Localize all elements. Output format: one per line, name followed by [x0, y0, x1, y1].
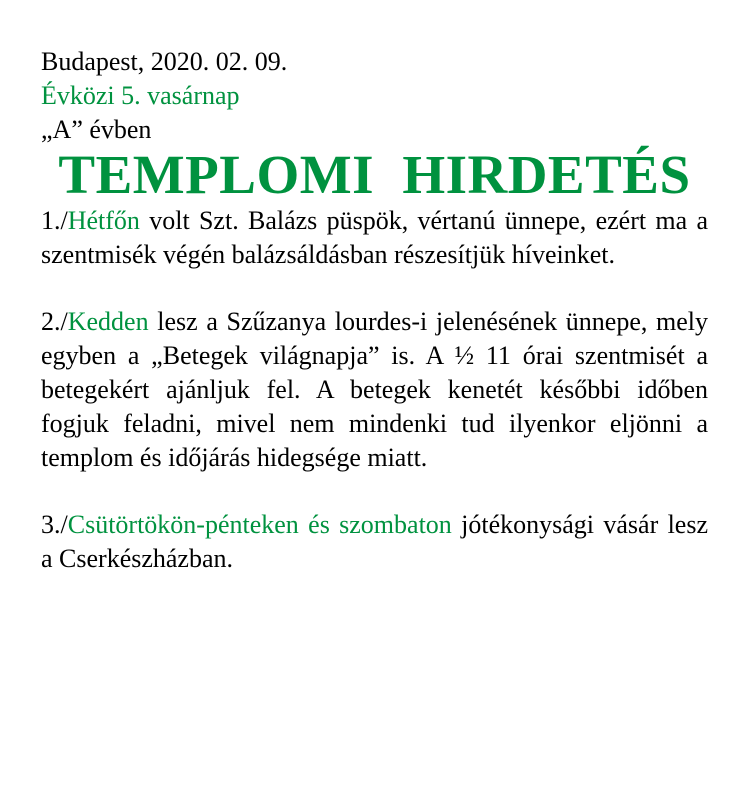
announcement-day: Csütörtökön-pénteken és szombaton — [67, 510, 452, 539]
liturgical-day: Évközi 5. vasárnap — [41, 81, 240, 110]
announcement-text: lesz a Szűzanya lourdes-i jelenésének ünnepe, mely egyben a „Betegek világnapja” is. A ½ 11 órai szentmisét a betegekért ajánljuk fel. A betegek kenetét későbbi időben fogjuk feladni, mivel nem mindenki tud ilyenkor eljönni a templom és időjárás hidegsége miatt. — [41, 307, 708, 472]
page-title: TEMPLOMI HIRDETÉS — [58, 144, 691, 205]
announcement-number: 3./ — [41, 510, 68, 539]
announcement-day: Kedden — [67, 307, 149, 336]
place-date: Budapest, 2020. 02. 09. — [41, 47, 288, 76]
announcement-document — [41, 45, 708, 576]
announcement-3 — [41, 508, 708, 576]
year-cycle: „A” évben — [41, 115, 152, 144]
announcement-text: volt Szt. Balázs püspök, vértanú ünnepe, ezért ma a szentmisék végén balázsáldásban részesítjük híveinket. — [41, 206, 708, 269]
announcement-number: 2./ — [41, 307, 68, 336]
announcement-2 — [41, 305, 708, 475]
announcement-number: 1./ — [41, 206, 68, 235]
announcement-text: jótékonysági vásár lesz a Cserkészházban. — [41, 510, 709, 573]
announcement-1 — [41, 204, 708, 272]
announcement-day: Hétfőn — [67, 206, 140, 235]
